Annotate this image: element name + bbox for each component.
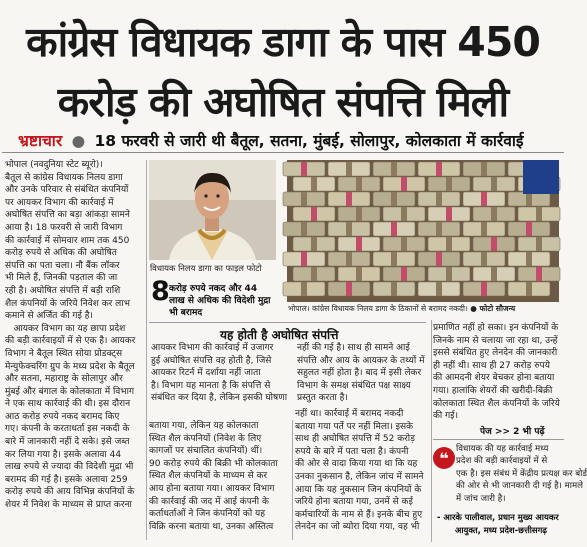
mla-portrait-photo — [149, 160, 276, 260]
headline-line-1: कांग्रेस विधायक डागा के पास 450 — [26, 18, 540, 66]
text-line: बताया गया, लेकिन यह कोलकाता — [149, 421, 259, 431]
text-line: आया कि यह नुकसान जिन कंपनियों के — [295, 484, 422, 495]
cash-photo-caption — [288, 304, 515, 314]
bundle-band — [401, 207, 407, 221]
text-line: भोपाल (नवदुनिया स्टेट ब्यूरो)। — [5, 160, 103, 170]
quote-attribution-line-1: - आरके पालीवाल, प्रधान मुख्य आयकर — [437, 512, 559, 522]
bundle-band — [436, 252, 442, 266]
text-line: गए। कंपनी के करताधर्ता इस नकदी के — [5, 424, 130, 435]
text-line: की ओर से वादा किया गया था कि यह — [295, 459, 418, 470]
text-line: मेन्युफेक्चरिंग ग्रुप के मध्य प्रदेश के बैतूल — [5, 361, 135, 372]
bundle-band — [436, 222, 442, 236]
explainer-box-left-text — [151, 342, 294, 412]
bundle-band — [491, 237, 497, 251]
text-line: की गई। — [433, 411, 459, 422]
text-line: ही नहीं थी। साथ ही 27 करोड़ रुपये — [433, 360, 550, 371]
text-line: सहुलत नहीं होता है। बाद में इसी लेकर — [297, 368, 422, 379]
text-line: बैतूल से कांग्रेस विधायक निलय डागा — [5, 172, 123, 183]
bundle-band — [401, 237, 407, 251]
text-line: आयकर विभाग की कार्रवाई में उजागर — [151, 343, 274, 353]
bundle-band — [301, 252, 307, 266]
column-divider — [292, 420, 293, 540]
bundle-band — [491, 207, 497, 221]
text-line: और सतना, महाराष्ट्र के सोलापुर और — [5, 374, 123, 385]
bundle-band — [491, 177, 497, 191]
headline-line-2: करोड़ की अघोषित संपत्ति मिली — [57, 78, 509, 126]
section-kicker: भ्रष्टाचार — [18, 132, 63, 150]
text-line: मुंबई और बंगाल के कोलकाता में विभाग — [5, 386, 135, 397]
bundle-band — [391, 192, 397, 206]
text-line: संपत्ति का पता चला। नौ बैंक लॉकर — [5, 260, 120, 271]
text-line: में जांच जारी है। — [456, 493, 506, 504]
bundle-band — [301, 222, 307, 236]
text-line: प्रदेश की बड़ी कार्रवाइयों में से — [456, 456, 548, 467]
text-line: उनका नुकसान है, लेकिन जांच में सामने — [295, 471, 424, 482]
column-divider — [146, 160, 147, 540]
explainer-box-right-text — [297, 342, 427, 412]
text-line: बरामद की गई है। इसके अलावा 259 — [5, 474, 128, 485]
bundle-band — [346, 252, 352, 266]
text-line: इससे संबंधित हुए लेनदेन की जानकारी — [433, 348, 558, 359]
bundle-band — [356, 267, 362, 281]
bundle-band — [481, 282, 487, 296]
text-line: हुई अघोषित संपत्ति वह होती है, जिसे — [151, 355, 272, 366]
quote-text — [456, 443, 587, 513]
text-line: नहीं था। कार्रवाई में बरामद नकदी — [295, 409, 404, 419]
bundle-band — [526, 282, 532, 296]
text-line: करोड़ रुपये की आय विभिन्न कंपनियों के — [5, 487, 135, 498]
text-line: प्रस्तुत करता है। — [297, 393, 348, 404]
bundle-band — [301, 162, 307, 176]
bullet-dot-icon: ● — [71, 132, 86, 150]
bundle-band — [356, 177, 362, 191]
quote-divider — [433, 439, 564, 440]
text-line: कर्मचारियों के नाम से हैं। इनके बीच हुए — [295, 509, 423, 520]
text-line: की कार्रवाई की जद में आई कंपनी के — [149, 496, 269, 507]
text-line: अघोषित संपत्ति का बड़ा आंकड़ा सामने — [5, 210, 130, 221]
text-line: आयकर विभाग का यह छापा प्रदेश — [5, 323, 126, 334]
text-line: आया है। 18 फरवरी से जारी विभाग — [5, 222, 123, 233]
highlight-block — [151, 277, 279, 327]
text-line: ने एक साथ कार्रवाई की थी। इस दौरान — [5, 399, 131, 410]
text-line: कर्ताधर्ताओं ने जिन कंपनियों को यह — [149, 509, 266, 520]
bundle-band — [481, 162, 487, 176]
column-divider — [431, 320, 432, 542]
text-line: कर लिया गया है। इसके अलावा 44 — [5, 449, 122, 460]
bundle-band — [491, 267, 497, 281]
bundle-band — [446, 237, 452, 251]
article-column-1 — [5, 159, 145, 543]
bundle-band — [436, 162, 442, 176]
cash-bundles-photo — [287, 160, 559, 302]
bundle-band — [311, 177, 317, 191]
text-line: विभाग ने बैतूल स्थित सोया प्रोडक्ट्स — [5, 348, 123, 359]
text-line: प्रमाणित नहीं हो सका। इन कंपनियों के — [433, 323, 559, 333]
text-line: करोड़ रुपये से अधिक की अघोषित — [5, 248, 117, 259]
text-line: है। विभाग यह मानता है कि संपत्ति से — [151, 380, 271, 391]
bundle-band — [346, 192, 352, 206]
portrait-image — [149, 160, 276, 260]
highlight-line-3: भी बरामद — [169, 308, 203, 318]
bundle-band — [526, 222, 532, 236]
text-line: और उनके परिवार से संबंधित कंपनियों — [5, 185, 129, 196]
highlight-line-1: करोड़ रुपये नकद और 44 — [169, 284, 258, 294]
text-line: संबंधित कर दिया है, लेकिन इसकी घोषणा — [151, 393, 288, 404]
text-line: की कार्रवाई में सोमवार शाम तक 450 — [5, 235, 130, 246]
bundle-band — [311, 267, 317, 281]
text-line: नहीं की गई है। साथ ही सामने आई — [297, 343, 410, 353]
blue-bag — [523, 160, 559, 194]
text-line: आयकर रिटर्न में दर्शाया नहीं जाता — [151, 368, 261, 379]
text-line: पर आयकर विभाग की कार्रवाई में — [5, 197, 114, 208]
article-column-3 — [149, 420, 291, 542]
text-line: की ओर से भी जानकारी दी गई है। मामले — [456, 481, 583, 492]
divider — [2, 152, 564, 153]
quote-attribution-line-2: आयुक्त, मध्य प्रदेश-छत्तीसगढ़ — [455, 525, 548, 535]
text-line: लाख रुपये से ज्यादा की विदेशी मुद्रा भी — [5, 462, 134, 473]
bundle-band — [481, 222, 487, 236]
explainer-box-title: यह होती है अघोषित संपत्ति — [220, 328, 339, 342]
text-line: स्थित शैल कंपनियों के माध्यम से कर — [149, 471, 268, 482]
bundle-band — [391, 252, 397, 266]
highlight-line-2: लाख से अधिक की विदेशी मुद्रा — [169, 296, 271, 306]
bundle-band — [526, 252, 532, 266]
continued-on-page-2: पेज >> 2 भी पढ़ें — [480, 427, 545, 437]
bundle-band — [311, 237, 317, 251]
highlight-number: 8 — [151, 276, 170, 307]
text-line: की बड़ी कार्रवाइयों में से एक है। आयकर — [5, 336, 136, 347]
text-line: कोलकाता स्थित शैल कंपनियों के जरिये — [433, 398, 560, 409]
text-line: शैल कंपनियों के जरिये निवेश कर लाभ — [5, 298, 130, 309]
bundle-band — [446, 267, 452, 281]
text-line: रुपये के बारे में पता चला है। कंपनी — [295, 446, 409, 457]
photo-credit: ● फोटो सौजन्य — [470, 304, 516, 313]
portrait-caption: विधायक निलय डागा का फाइल फोटो — [150, 263, 262, 273]
text-line: कमाने से अर्जित की गई है। — [5, 311, 93, 322]
bundle-band — [346, 162, 352, 176]
bundle-band — [311, 207, 317, 221]
bundle-band — [346, 222, 352, 236]
bundle-band — [401, 267, 407, 281]
bundle-band — [536, 207, 542, 221]
text-line: संपत्ति और आय के आयकर के तथ्यों में — [297, 355, 425, 366]
bundle-band — [401, 177, 407, 191]
bundle-band — [391, 162, 397, 176]
text-line: स्थित शैल कंपनियों (निवेश के लिए — [149, 433, 262, 444]
cash-image — [287, 160, 559, 302]
text-line: लेनदेन का जो ब्योरा दिया गया, वह भी — [295, 522, 420, 533]
text-line: कागजों पर संचालित कंपनियों) थीं। — [149, 446, 263, 457]
text-line: विधायक की यह कार्रवाई मध्य — [456, 444, 549, 454]
bundle-band — [481, 192, 487, 206]
bundle-band — [301, 192, 307, 206]
text-line: जिनके नाम से चलाया जा रहा था, उन्हें — [433, 335, 558, 346]
bundle-band — [346, 282, 352, 296]
cash-photo-caption-main: भोपाल। कांग्रेस विधायक निलय डागा के ठिकानों से बरामद नकदी। — [288, 304, 468, 313]
subheadline — [18, 129, 524, 151]
text-line: विक्रि करना बताया था, उनका अस्तित्व — [149, 521, 274, 532]
bundle-band — [436, 192, 442, 206]
text-line: भी मिले हैं, जिनकी पड़ताल की जा — [5, 273, 118, 284]
text-line: एक है। इस संबंध में केंद्रीय प्रत्यक्ष कर बोर्ड — [456, 468, 587, 479]
bundle-band — [356, 237, 362, 251]
bundle-band — [481, 252, 487, 266]
bundle-band — [446, 207, 452, 221]
text-line: शेयर में निवेश के माध्यम से प्राप्त करना — [5, 500, 132, 511]
text-line: रही है। अघोषित संपत्ति में बड़ी राशि — [5, 285, 121, 296]
bundle-band — [391, 282, 397, 296]
bundle-band — [536, 267, 542, 281]
bundle-band — [356, 207, 362, 221]
bundle-band — [526, 192, 532, 206]
bundle-band — [436, 282, 442, 296]
text-line: आय होना बताया गया। आयकर विभाग — [149, 483, 275, 494]
article-column-5 — [433, 322, 564, 426]
text-line: विभाग के समक्ष संबंधित पक्ष साक्ष्य — [297, 380, 411, 391]
text-line: 90 करोड़ रुपये की बिक्री भी कोलकाता — [149, 458, 278, 469]
text-line: आठ करोड़ रुपये नकद बरामद किए — [5, 411, 120, 422]
text-line: गया। हालांकि शेयरों की खरीदी-बिक्री — [433, 385, 553, 396]
text-line: की आमदनी शेयर बेचकर होना बताया — [433, 373, 555, 384]
quote-icon: ❝ — [433, 447, 455, 469]
text-line: साथ ही अघोषित संपत्ति में 52 करोड़ — [295, 434, 415, 445]
bundle-band — [446, 177, 452, 191]
text-line: बारे में जानकारी नहीं दे सके। इसे जब्त — [5, 437, 130, 448]
bundle-band — [301, 282, 307, 296]
bundle-band — [391, 222, 397, 236]
text-line: बताया गया पर्ते पर नहीं मिला। इसके — [295, 421, 414, 432]
subheadline-text: 18 फरवरी से जारी थी बैतूल, सतना, मुंबई, सोलापुर, कोलकाता में कार्रवाई — [94, 132, 524, 150]
text-line: जरिये होना बताया गया, उनमें से कई — [295, 497, 413, 508]
bundle-band — [536, 237, 542, 251]
article-column-4 — [295, 408, 430, 542]
